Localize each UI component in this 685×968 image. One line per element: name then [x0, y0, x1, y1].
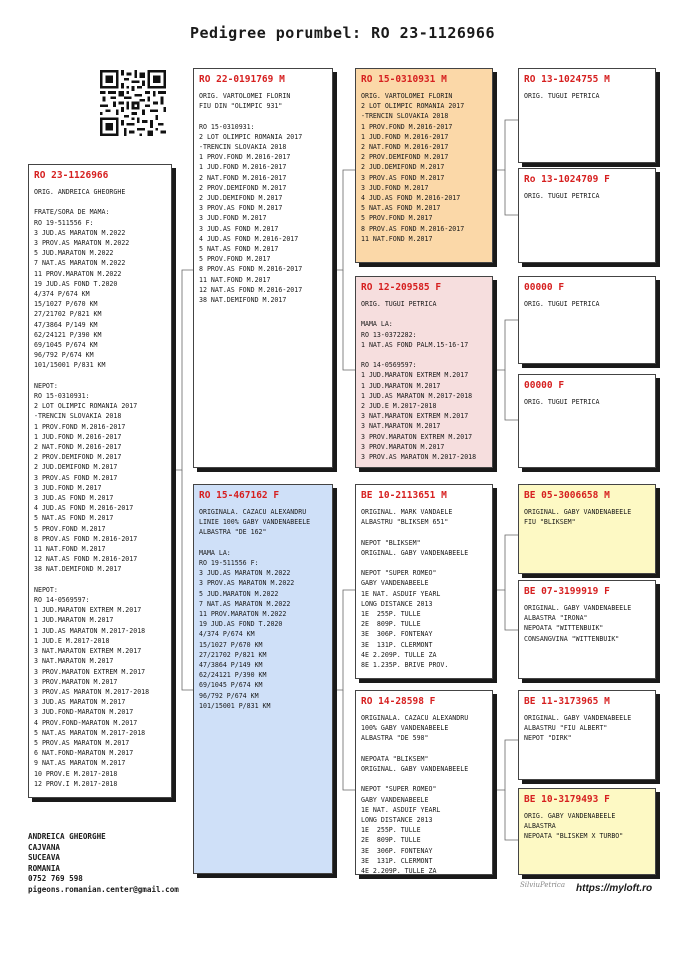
- detail-line: pigeons.romanian.center@gmail.com: [28, 884, 179, 894]
- detail-line: FIU DIN "OLIMPIC 931": [199, 102, 283, 111]
- detail-line: ORIGINALA. CAZACU ALEXANDRU: [361, 714, 469, 722]
- dam-dam-card: [355, 690, 493, 875]
- detail-line: 1 PROV.FOND M.2016-2017: [199, 153, 291, 162]
- detail-line: 1 JUD.AS MARATON M.2017-2018: [34, 626, 146, 635]
- detail-line: 11 NAT.FOND M.2017: [361, 234, 433, 243]
- ggp-details: [524, 603, 650, 644]
- detail-line: ALBASTRU "FIU ALBERT": [524, 724, 608, 733]
- detail-line: 5 PROV.FOND M.2017: [34, 524, 106, 533]
- detail-line: ALBASTRA: [524, 822, 556, 831]
- detail-line: 5 NAT.AS MARATON M.2017-2018: [34, 728, 146, 737]
- detail-line: 101/15001 P/831 KM: [34, 361, 106, 370]
- detail-line: ORIGINALA. CAZACU ALEXANDRU: [199, 508, 307, 516]
- detail-line: 5 NAT.AS FOND M.2017: [34, 514, 114, 523]
- detail-line: ORIGINAL. GABY VANDENABEELE: [524, 604, 632, 612]
- detail-line: LINIE 100% GABY VANDENABEELE: [199, 518, 311, 527]
- detail-line: 2 LOT OLIMPIC ROMANIA 2017: [361, 102, 465, 111]
- detail-line: 3 JUD.FOND-MARATON M.2017: [34, 708, 134, 717]
- detail-line: 3 PROV.MARATON M.2017: [34, 677, 118, 686]
- detail-line: NEPOT "SUPER ROMEO": [361, 785, 437, 794]
- detail-line: 1 NAT.AS FOND PALM.15-16-17: [361, 340, 469, 349]
- detail-line: 3 NAT.MARATON M.2017: [361, 422, 441, 431]
- detail-line: 4 JUD.AS FOND M.2016-2017: [199, 234, 299, 243]
- detail-line: 1E NAT. ASDUIF YEARL: [361, 589, 441, 598]
- detail-line: RO 13-0372282:: [361, 330, 417, 339]
- detail-line: 3 JUD.AS MARATON M.2017: [34, 698, 126, 707]
- detail-line: 2 NAT.FOND M.2016-2017: [34, 443, 122, 452]
- detail-line: 5 PROV.AS MARATON M.2017: [34, 738, 130, 747]
- detail-line: 3 JUD.AS FOND M.2017: [34, 494, 114, 503]
- detail-line: 2 LOT OLIMPIC ROMANIA 2017: [34, 402, 138, 411]
- detail-line: 5 NAT.AS FOND M.2017: [361, 204, 441, 213]
- detail-line: 27/21702 P/821 KM: [199, 650, 267, 659]
- detail-line: GABY VANDENABEELE: [361, 579, 429, 588]
- dam-dam-ring: RO 14-28598 F: [361, 696, 436, 707]
- detail-line: 1 JUD.FOND M.2016-2017: [199, 163, 287, 172]
- ggp-card-2: [518, 168, 656, 263]
- detail-line: FIU "BLIKSEM": [524, 518, 576, 527]
- detail-line: 2 NAT.FOND M.2016-2017: [361, 143, 449, 152]
- detail-line: 15/1027 P/670 KM: [199, 640, 263, 649]
- detail-line: 3 PROV.MARATON EXTREM M.2017: [361, 432, 473, 441]
- page-title: Pedigree porumbel: RO 23-1126966: [190, 24, 495, 42]
- detail-line: 1 JUD.MARATON EXTREM M.2017: [361, 371, 469, 380]
- detail-line: [361, 744, 487, 754]
- detail-line: 96/792 P/674 KM: [199, 691, 259, 700]
- dam-sire-ring: BE 10-2113651 M: [361, 490, 447, 501]
- detail-line: [199, 111, 327, 121]
- detail-line: 4E 2.209P. TULLE ZA: [361, 650, 437, 659]
- detail-line: CONSANGVINA "WITTENBUIK": [524, 634, 620, 643]
- detail-line: NEPOT "DIRK": [524, 734, 572, 743]
- detail-line: 1 PROV.FOND M.2016-2017: [361, 122, 453, 131]
- detail-line: RO 15-0310931:: [199, 122, 255, 131]
- detail-line: 47/3864 P/149 KM: [199, 661, 263, 670]
- ggp-card-3: [518, 276, 656, 364]
- signature: SilviuPetrica: [520, 881, 566, 889]
- dam-sire-details: [361, 507, 487, 670]
- dam-card: [193, 484, 333, 874]
- detail-line: 3 PROV.AS MARATON M.2017-2018: [34, 687, 150, 696]
- sire-ring: RO 22-0191769 M: [199, 74, 285, 85]
- detail-line: 100% GABY VANDENABEELE: [361, 724, 449, 733]
- detail-line: 47/3864 P/149 KM: [34, 320, 98, 329]
- detail-line: 8E 1.235P. BRIVE PROV.: [361, 661, 449, 670]
- detail-line: 3 PROV.MARATON EXTREM M.2017: [34, 667, 146, 676]
- detail-line: 5 PROV.FOND M.2017: [199, 255, 271, 264]
- sire-sire-details: [361, 91, 487, 244]
- detail-line: 4 PROV.FOND-MARATON M.2017: [34, 718, 138, 727]
- detail-line: 6 NAT.FOND-MARATON M.2017: [34, 749, 134, 758]
- detail-line: 3E 131P. CLERMONT: [361, 856, 433, 865]
- detail-line: ALBASTRU "BLIKSEM 651": [361, 518, 449, 527]
- ggp-card-4: [518, 374, 656, 468]
- ggp-ring: Ro 13-1024709 F: [524, 174, 610, 185]
- detail-line: NEPOATA "BLISKEM X TURBO": [524, 832, 624, 841]
- detail-line: 62/24121 P/390 KM: [199, 671, 267, 680]
- detail-line: [199, 538, 327, 548]
- detail-line: ANDREICA GHEORGHE: [28, 832, 106, 841]
- detail-line: ALBASTRA "DE 598": [361, 734, 429, 743]
- detail-line: 12 NAT.AS FOND M.2016-2017: [34, 555, 138, 564]
- detail-line: 19 JUD.AS FOND T.2020: [34, 279, 118, 288]
- detail-line: 3 PROV.AS MARATON M.2022: [34, 239, 130, 247]
- subject-card: [28, 164, 172, 798]
- detail-line: 2E 809P. TULLE: [361, 620, 421, 629]
- detail-line: ORIGINAL. GABY VANDENABEELE: [524, 508, 632, 516]
- ggp-card-1: [518, 68, 656, 163]
- detail-line: 5 JUD.MARATON M.2022: [34, 249, 114, 258]
- detail-line: 3 NAT.MARATON EXTREM M.2017: [361, 412, 469, 421]
- website-link[interactable]: https://myloft.ro: [576, 883, 653, 894]
- detail-line: NEPOATA "WITTENBUIK": [524, 624, 604, 633]
- ggp-ring: 00000 F: [524, 282, 565, 293]
- detail-line: ORIG. TUGUI PETRICA: [361, 300, 437, 308]
- detail-line: 2 JUD.E M.2017-2018: [361, 402, 437, 410]
- detail-line: ALBASTRA "DE 162": [199, 528, 267, 537]
- detail-line: 4/374 P/674 KM: [34, 290, 90, 299]
- detail-line: -TRENCIN SLOVAKIA 2018: [34, 412, 122, 421]
- detail-line: FRATE/SORA DE MAMA:: [34, 208, 110, 217]
- detail-line: ORIG. TUGUI PETRICA: [524, 300, 600, 308]
- detail-line: ORIGINAL. GABY VANDENABEELE: [524, 714, 632, 722]
- detail-line: ORIG. VARTOLOMEI FLORIN: [361, 92, 453, 100]
- detail-line: NEPOT:: [34, 381, 58, 390]
- detail-line: 1 PROV.FOND M.2016-2017: [34, 422, 126, 431]
- detail-line: LONG DISTANCE 2013: [361, 599, 433, 608]
- detail-line: 8 PROV.AS FOND M.2016-2017: [34, 534, 138, 543]
- detail-line: 38 NAT.DEMIFOND M.2017: [34, 565, 122, 574]
- ggp-details: [524, 191, 650, 201]
- detail-line: -TRENCIN SLOVAKIA 2018: [361, 112, 449, 121]
- detail-line: 2 PROV.DEMIFOND M.2017: [199, 183, 287, 192]
- detail-line: NEPOATA "BLIKSEM": [361, 754, 429, 763]
- detail-line: 12 PROV.I M.2017-2018: [34, 779, 118, 788]
- detail-line: 69/1045 P/674 KM: [34, 341, 98, 350]
- dam-ring: RO 15-467162 F: [199, 490, 280, 501]
- detail-line: 2 JUD.DEMIFOND M.2017: [199, 194, 283, 203]
- detail-line: 3 JUD.AS MARATON M.2022: [199, 569, 291, 578]
- dam-details: [199, 507, 327, 711]
- ggp-details: [524, 713, 650, 744]
- detail-line: 2E 809P. TULLE: [361, 836, 421, 845]
- detail-line: 3 JUD.AS FOND M.2017: [199, 224, 279, 233]
- detail-line: RO 14-0569597:: [361, 361, 417, 370]
- ggp-details: [524, 507, 650, 527]
- detail-line: 4 JUD.AS FOND M.2016-2017: [361, 194, 461, 203]
- detail-line: 3 PROV.AS FOND M.2017: [361, 173, 445, 182]
- detail-line: 2 LOT OLIMPIC ROMANIA 2017: [199, 132, 303, 141]
- detail-line: RO 19-511556 F:: [199, 559, 259, 567]
- detail-line: NEPOT "BLIKSEM": [361, 538, 421, 547]
- detail-line: 101/15001 P/831 KM: [199, 701, 271, 710]
- detail-line: ALBASTRA "IRONA": [524, 614, 588, 623]
- ggp-details: [524, 397, 650, 407]
- detail-line: 3E 306P. FONTENAY: [361, 630, 433, 639]
- detail-line: MAMA LA:: [199, 548, 231, 557]
- detail-line: -TRENCIN SLOVAKIA 2018: [199, 143, 287, 151]
- detail-line: ORIG. TUGUI PETRICA: [524, 92, 600, 100]
- detail-line: ORIGINAL. GABY VANDENABEELE: [361, 548, 469, 557]
- detail-line: GABY VANDENABEELE: [361, 795, 429, 804]
- detail-line: [361, 527, 487, 537]
- detail-line: 11 NAT.FOND M.2017: [34, 545, 106, 554]
- detail-line: 3E 306P. FONTENAY: [361, 846, 433, 855]
- detail-line: 5 PROV.FOND M.2017: [361, 214, 433, 223]
- detail-line: 9 NAT.AS MARATON M.2017: [34, 759, 126, 768]
- detail-line: 2 PROV.DEMIFOND M.2017: [361, 153, 449, 162]
- ggp-ring: RO 13-1024755 M: [524, 74, 610, 85]
- detail-line: SUCEAVA: [28, 853, 61, 863]
- subject-ring: RO 23-1126966: [34, 170, 109, 181]
- detail-line: 3 PROV.AS FOND M.2017: [199, 204, 283, 213]
- ggp-card-7: [518, 690, 656, 780]
- sire-dam-details: [361, 299, 487, 462]
- detail-line: 1 JUD.MARATON M.2017: [361, 381, 441, 390]
- sire-sire-card: [355, 68, 493, 263]
- detail-line: RO 15-0310931:: [34, 392, 90, 401]
- detail-line: [361, 309, 487, 319]
- detail-line: NEPOT "SUPER ROMEO": [361, 569, 437, 578]
- detail-line: 5 JUD.MARATON M.2022: [199, 589, 279, 598]
- ggp-ring: BE 05-3006658 M: [524, 490, 610, 501]
- detail-line: 3 JUD.FOND M.2017: [34, 483, 102, 492]
- detail-line: LONG DISTANCE 2013: [361, 816, 433, 824]
- detail-line: 11 PROV.MARATON M.2022: [34, 269, 122, 278]
- ggp-card-8: [518, 788, 656, 875]
- detail-line: 2 PROV.DEMIFOND M.2017: [34, 453, 122, 462]
- detail-line: 1 JUD.FOND M.2016-2017: [361, 132, 449, 141]
- detail-line: [361, 774, 487, 784]
- detail-line: 4/374 P/674 KM: [199, 630, 255, 639]
- detail-line: 3 PROV.MARATON M.2017: [361, 442, 445, 451]
- detail-line: 7 NAT.AS MARATON M.2022: [34, 259, 126, 268]
- detail-line: ORIG. GABY VANDENABEELE: [524, 812, 616, 820]
- detail-line: 2 JUD.DEMIFOND M.2017: [34, 463, 118, 472]
- ggp-details: [524, 91, 650, 101]
- detail-line: [34, 197, 166, 207]
- detail-line: 1 JUD.AS MARATON M.2017-2018: [361, 391, 473, 400]
- detail-line: 3 NAT.MARATON EXTREM M.2017: [34, 647, 142, 656]
- detail-line: 3 PROV.AS MARATON M.2022: [199, 579, 295, 588]
- sire-sire-ring: RO 15-0310931 M: [361, 74, 447, 85]
- detail-line: 1 JUD.MARATON EXTREM M.2017: [34, 606, 142, 615]
- detail-line: 1 JUD.MARATON M.2017: [34, 616, 114, 625]
- detail-line: 11 PROV.MARATON M.2022: [199, 610, 287, 619]
- detail-line: 8 PROV.AS FOND M.2016-2017: [199, 265, 303, 274]
- ggp-details: [524, 299, 650, 309]
- detail-line: RO 19-511556 F:: [34, 218, 94, 227]
- detail-line: 3 PROV.AS MARATON M.2017-2018: [361, 453, 477, 462]
- detail-line: 1E NAT. ASDUIF YEARL: [361, 805, 441, 814]
- sire-card: [193, 68, 333, 468]
- detail-line: 3 JUD.FOND M.2017: [199, 214, 267, 223]
- detail-line: 1E 255P. TULLE: [361, 826, 421, 835]
- detail-line: 1E 255P. TULLE: [361, 610, 421, 618]
- detail-line: 4E 2.209P. TULLE ZA: [361, 867, 437, 875]
- detail-line: 3 NAT.MARATON M.2017: [34, 657, 114, 666]
- dam-sire-card: [355, 484, 493, 679]
- detail-line: [34, 575, 166, 585]
- detail-line: [34, 371, 166, 381]
- detail-line: ORIG. ANDREICA GHEORGHE: [34, 188, 126, 196]
- detail-line: 3 PROV.AS FOND M.2017: [34, 473, 118, 482]
- detail-line: 8 PROV.AS FOND M.2016-2017: [361, 224, 465, 233]
- sire-dam-card: [355, 276, 493, 468]
- detail-line: ORIGINAL. MARK VANDAELE: [361, 508, 453, 516]
- detail-line: 19 JUD.AS FOND T.2020: [199, 620, 283, 629]
- ggp-card-5: [518, 484, 656, 574]
- detail-line: ORIG. VARTOLOMEI FLORIN: [199, 92, 291, 100]
- sire-details: [199, 91, 327, 305]
- detail-line: 62/24121 P/390 KM: [34, 330, 102, 339]
- detail-line: 7 NAT.AS MARATON M.2022: [199, 599, 291, 608]
- detail-line: 0752 769 598: [28, 874, 83, 884]
- ggp-ring: BE 11-3173965 M: [524, 696, 610, 707]
- detail-line: ROMANIA: [28, 863, 61, 873]
- owner-contact: [28, 832, 179, 896]
- detail-line: ORIG. TUGUI PETRICA: [524, 398, 600, 406]
- detail-line: 96/792 P/674 KM: [34, 351, 94, 360]
- detail-line: 11 NAT.FOND M.2017: [199, 275, 271, 284]
- detail-line: RO 14-0569597:: [34, 596, 90, 605]
- detail-line: 4 JUD.AS FOND M.2016-2017: [34, 504, 134, 513]
- dam-dam-details: [361, 713, 487, 875]
- detail-line: [361, 350, 487, 360]
- detail-line: 1 JUD.E M.2017-2018: [34, 636, 110, 645]
- ggp-ring: BE 10-3179493 F: [524, 794, 610, 805]
- ggp-ring: 00000 F: [524, 380, 565, 391]
- detail-line: 1 JUD.FOND M.2016-2017: [34, 432, 122, 441]
- sire-dam-ring: RO 12-209585 F: [361, 282, 442, 293]
- detail-line: 3 JUD.FOND M.2017: [361, 183, 429, 192]
- detail-line: 5 NAT.AS FOND M.2017: [199, 245, 279, 254]
- detail-line: 27/21702 P/821 KM: [34, 310, 102, 319]
- detail-line: 3E 131P. CLERMONT: [361, 640, 433, 649]
- detail-line: 38 NAT.DEMIFOND M.2017: [199, 296, 287, 305]
- detail-line: MAMA LA:: [361, 320, 393, 329]
- ggp-details: [524, 811, 650, 842]
- detail-line: [361, 558, 487, 568]
- detail-line: 3 JUD.AS MARATON M.2022: [34, 228, 126, 237]
- detail-line: ORIGINAL. GABY VANDENABEELE: [361, 765, 469, 773]
- detail-line: 15/1027 P/670 KM: [34, 300, 98, 309]
- subject-details: [34, 187, 166, 789]
- detail-line: CAJVANA: [28, 842, 61, 852]
- detail-line: 12 NAT.AS FOND M.2016-2017: [199, 285, 303, 294]
- detail-line: 2 JUD.DEMIFOND M.2017: [361, 163, 445, 172]
- detail-line: 10 PROV.E M.2017-2018: [34, 769, 118, 778]
- detail-line: NEPOT:: [34, 585, 58, 594]
- detail-line: 69/1045 P/674 KM: [199, 681, 263, 690]
- ggp-card-6: [518, 580, 656, 679]
- ggp-ring: BE 07-3199919 F: [524, 586, 610, 597]
- detail-line: ORIG. TUGUI PETRICA: [524, 192, 600, 200]
- detail-line: 2 NAT.FOND M.2016-2017: [199, 173, 287, 182]
